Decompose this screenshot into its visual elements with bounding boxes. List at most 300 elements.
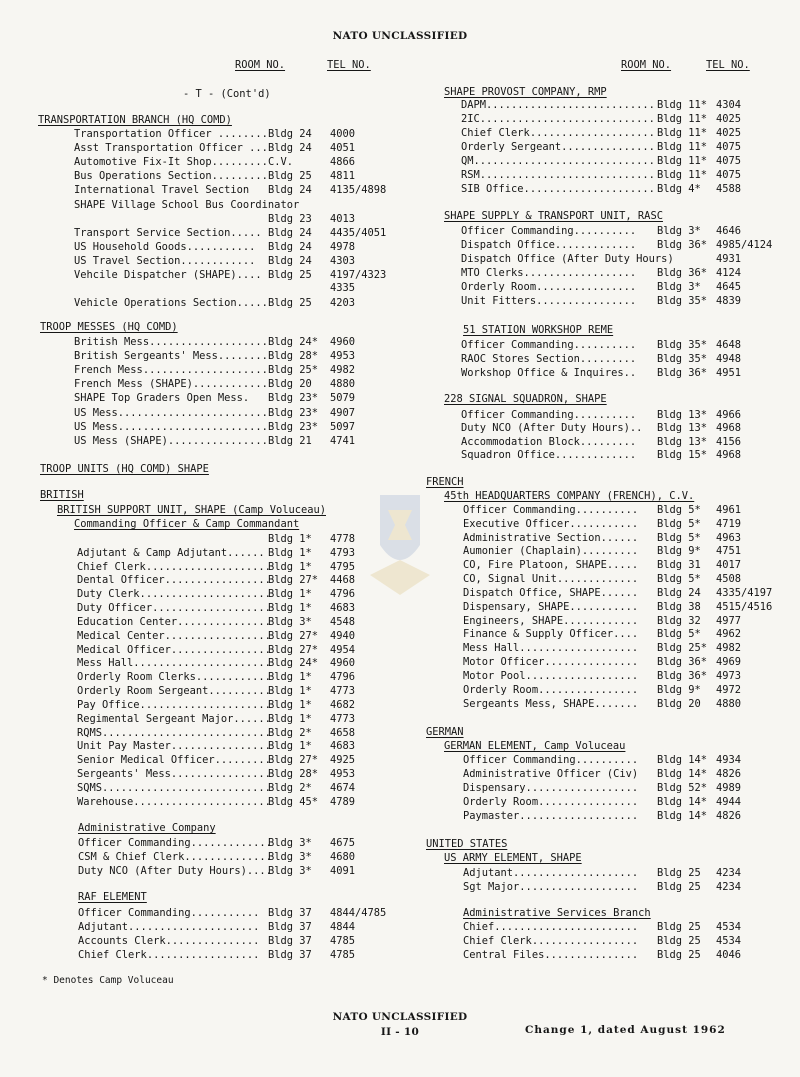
tel-number: 4963 [716, 531, 742, 544]
directory-row [74, 129, 410, 142]
directory-row [77, 631, 410, 644]
left-section-title: Administrative Company [78, 822, 216, 834]
room-number: Bldg 24* [268, 336, 319, 348]
directory-row [463, 505, 796, 518]
room-number: Bldg 31 [657, 559, 701, 572]
room-number: Bldg 24* [268, 657, 319, 670]
room-number: Bldg 21 [268, 434, 312, 447]
left-section-title: TROOP MESSES (HQ COMD) [40, 321, 178, 333]
entry-label: DAPM........................... [461, 99, 655, 111]
entry-label: Chief Clerk.................... [461, 127, 655, 140]
entry-label: British Mess................... [74, 336, 268, 348]
right-section-title: SHAPE SUPPLY & TRANSPORT UNIT, RASC [444, 210, 663, 222]
entry-label: Orderly Room Clerks............ [77, 671, 271, 684]
directory-row [461, 128, 796, 141]
room-number: Bldg 1* [268, 698, 312, 711]
room-number: Bldg 27* [268, 629, 319, 642]
tel-number: 4785 [330, 949, 356, 961]
left-section-title: BRITISH [40, 489, 84, 501]
room-number: Bldg 5* [657, 531, 701, 544]
tel-number: 4985/4124 [716, 239, 773, 251]
tel-number: 4866 [330, 156, 356, 169]
directory-row [77, 686, 410, 699]
directory-row [77, 589, 410, 602]
tel-number: 4962 [716, 628, 742, 641]
tel-number: 4978 [330, 240, 356, 253]
tel-number: 4025 [716, 127, 742, 140]
room-number: Bldg 20 [268, 378, 312, 391]
directory-row [74, 242, 410, 255]
tel-number: 4968 [716, 422, 742, 435]
directory-row [74, 269, 410, 294]
directory-row [463, 922, 796, 935]
directory-row [463, 560, 796, 573]
tel-number: 5079 [330, 392, 356, 405]
tel-number: 4335/4197 [716, 586, 773, 599]
directory-row [74, 143, 410, 156]
directory-row [78, 852, 410, 865]
tel-number: 4548 [330, 615, 356, 628]
directory-row [463, 783, 796, 796]
entry-label: SIB Office..................... [461, 183, 655, 196]
tel-number: 4203 [330, 297, 356, 310]
room-number: Bldg 13* [657, 409, 708, 421]
room-number: Bldg 3* [268, 837, 312, 849]
room-number: Bldg 25* [268, 364, 319, 377]
entry-label: International Travel Section [74, 184, 250, 197]
entry-label: Central Files............... [463, 949, 639, 961]
room-number: Bldg 20 [657, 697, 701, 710]
entry-label: Administrative Officer (Civ) [463, 768, 639, 781]
tel-number: 4944 [716, 796, 742, 809]
entry-label: Unit Fitters................ [461, 295, 637, 307]
tel-number: 4931 [716, 253, 742, 265]
entry-label: Regimental Sergeant Major...... [77, 712, 271, 725]
directory-row [77, 645, 410, 658]
directory-row [77, 548, 410, 561]
tel-number: 4977 [716, 614, 742, 627]
room-number: Bldg 3* [268, 615, 312, 628]
entry-label: Dispensary, SHAPE........... [463, 600, 639, 613]
entry-label: US Mess (SHAPE)................ [74, 434, 268, 447]
entry-label: Orderly Room Sergeant.......... [77, 685, 271, 698]
tel-number: 4961 [716, 504, 742, 516]
left-section-title: Commanding Officer & Camp Commandant [74, 518, 300, 530]
room-number: Bldg 24 [268, 184, 312, 197]
entry-label: Chief Clerk.................... [77, 560, 271, 573]
right-section-title: 45th HEADQUARTERS COMPANY (FRENCH), C.V. [444, 490, 695, 502]
left-section-title: TROOP UNITS (HQ COMD) SHAPE [40, 463, 209, 475]
directory-row [461, 240, 796, 253]
left-section-title: RAF ELEMENT [78, 891, 147, 903]
directory-row [78, 936, 410, 949]
tel-number: 4508 [716, 573, 742, 586]
directory-row [463, 811, 796, 824]
room-number: Bldg 1* [268, 560, 312, 573]
room-number: Bldg 25* [657, 642, 708, 655]
tel-number: 4880 [716, 697, 742, 710]
entry-label: Duty Clerk..................... [77, 588, 271, 601]
directory-row [77, 755, 410, 768]
tel-number: 4751 [716, 545, 742, 558]
right-section-title: GERMAN ELEMENT, Camp Voluceau [444, 740, 626, 752]
room-number: Bldg 3* [268, 851, 312, 863]
tel-number: 4658 [330, 726, 356, 739]
room-number: Bldg 35* [657, 339, 708, 351]
tel-number: 4973 [716, 669, 742, 682]
room-number: Bldg 2* [268, 726, 312, 739]
directory-row [463, 755, 796, 768]
right-section-title: SHAPE PROVOST COMPANY, RMP [444, 86, 607, 98]
tel-number: 4773 [330, 685, 356, 698]
room-number: Bldg 45* [268, 795, 319, 808]
room-number: Bldg 1* [268, 546, 312, 559]
entry-label: Senior Medical Officer......... [77, 754, 271, 767]
room-number: Bldg 11* [657, 99, 708, 111]
tel-number: 4969 [716, 656, 742, 669]
directory-row [78, 866, 410, 879]
entry-label: Orderly Sergeant............... [461, 141, 655, 154]
directory-row [74, 214, 410, 227]
directory-row [77, 700, 410, 713]
entry-label: US Household Goods........... [74, 240, 256, 253]
entry-label: Accommodation Block......... [461, 435, 637, 448]
room-number: Bldg 3* [657, 225, 701, 237]
footer-classification: NATO UNCLASSIFIED [332, 1011, 468, 1023]
entry-label: Duty NCO (After Duty Hours).... [78, 865, 272, 877]
directory-row [463, 685, 796, 698]
tel-number: 4719 [716, 517, 742, 530]
room-number: Bldg 37 [268, 921, 312, 933]
room-number: Bldg 25 [657, 949, 701, 961]
change-notice: Change 1, dated August 1962 [525, 1024, 726, 1036]
entry-label: Chief Clerk................. [463, 935, 639, 947]
room-number: Bldg 37 [268, 907, 312, 919]
tel-number: 4951 [716, 367, 742, 379]
entry-label: Dispatch Office, SHAPE...... [463, 586, 639, 599]
room-number: Bldg 24 [657, 586, 701, 599]
directory-row [461, 354, 796, 367]
room-number: Bldg 1* [268, 533, 312, 545]
tel-number-secondary: 4335 [330, 282, 356, 294]
room-number: Bldg 1* [268, 685, 312, 698]
tel-number: 4304 [716, 99, 742, 111]
tel-number: 4844/4785 [330, 907, 387, 919]
entry-label: Finance & Supply Officer.... [463, 628, 639, 641]
right-room-header: ROOM NO. [621, 59, 672, 71]
directory-row [463, 643, 796, 656]
entry-label: Motor Officer............... [463, 656, 639, 669]
tel-number: 4880 [330, 378, 356, 391]
entry-label: Chief Clerk.................. [78, 949, 260, 961]
room-number: Bldg 23* [268, 420, 319, 433]
room-number: Bldg 5* [657, 517, 701, 530]
directory-row [74, 408, 410, 421]
directory-row [78, 908, 410, 921]
room-number: Bldg 36* [657, 367, 708, 379]
room-number: Bldg 32 [657, 614, 701, 627]
entry-label: Workshop Office & Inquires.. [461, 367, 637, 379]
entry-label: Orderly Room................ [463, 683, 639, 696]
directory-row [77, 603, 410, 616]
room-number: Bldg 36* [657, 239, 708, 251]
room-number: Bldg 35* [657, 295, 708, 307]
directory-row [463, 699, 796, 712]
directory-row [74, 185, 410, 198]
tel-number: 5097 [330, 420, 356, 433]
tel-number: 4773 [330, 712, 356, 725]
entry-label: Aumonier (Chaplain)......... [463, 545, 639, 558]
room-number: Bldg 28* [268, 350, 319, 363]
room-number: Bldg 27* [268, 574, 319, 587]
room-number: C.V. [268, 156, 294, 169]
directory-row [77, 728, 410, 741]
directory-row [463, 797, 796, 810]
entry-label: Mess Hall...................... [77, 657, 271, 670]
room-number: Bldg 38 [657, 600, 701, 613]
tel-number: 4826 [716, 810, 742, 823]
entry-label: Motor Pool.................. [463, 669, 639, 682]
tel-number: 4989 [716, 782, 742, 795]
room-number: Bldg 3* [268, 865, 312, 877]
room-number: Bldg 2* [268, 781, 312, 794]
directory-row [74, 171, 410, 184]
tel-number: 4534 [716, 921, 742, 933]
directory-row [461, 184, 796, 197]
entry-label: SQMS........................... [77, 781, 271, 794]
left-section-title: TRANSPORTATION BRANCH (HQ COMD) [38, 114, 232, 126]
room-number: Bldg 14* [657, 754, 708, 766]
room-number: Bldg 25 [268, 297, 312, 310]
tel-number: 4468 [330, 574, 356, 587]
room-number: Bldg 52* [657, 782, 708, 795]
room-number: Bldg 11* [657, 127, 708, 140]
tel-number: 4680 [330, 851, 356, 863]
directory-row [74, 393, 410, 406]
tel-number: 4934 [716, 754, 742, 766]
tel-number: 4778 [330, 533, 356, 545]
directory-row [74, 436, 410, 449]
tel-number: 4197/4323 [330, 269, 387, 281]
room-number: Bldg 13* [657, 435, 708, 448]
room-number: Bldg 36* [657, 656, 708, 669]
page-header-classification: NATO UNCLASSIFIED [332, 30, 468, 42]
entry-label: Officer Commanding.......... [461, 225, 637, 237]
entry-label: Transportation Officer ........ [74, 128, 268, 140]
page-number: II - 10 [380, 1026, 420, 1038]
tel-number: 4234 [716, 867, 742, 879]
tel-number: 4811 [330, 170, 356, 183]
directory-row [77, 797, 410, 810]
directory-row [74, 365, 410, 378]
directory-row [461, 170, 796, 183]
entry-label: Medical Center................. [77, 629, 271, 642]
directory-row [74, 379, 410, 392]
directory-row [77, 714, 410, 727]
tel-number: 4960 [330, 657, 356, 670]
entry-label: Dispatch Office............. [461, 239, 637, 251]
tel-number: 4515/4516 [716, 600, 773, 613]
entry-label: CO, Fire Platoon, SHAPE..... [463, 559, 639, 572]
tel-number: 4534 [716, 935, 742, 947]
right-section-title: UNITED STATES [426, 838, 508, 850]
left-tel-header: TEL NO. [327, 59, 371, 71]
room-number: Bldg 4* [657, 183, 701, 196]
entry-label: Dental Officer................. [77, 574, 271, 587]
entry-label: RQMS........................... [77, 726, 271, 739]
tel-number: 4839 [716, 295, 742, 307]
room-number: Bldg 3* [657, 281, 701, 293]
directory-row [77, 658, 410, 671]
tel-number: 4982 [716, 642, 742, 655]
directory-row [461, 142, 796, 155]
directory-row [77, 741, 410, 754]
directory-row [77, 575, 410, 588]
entry-label: Education Center............... [77, 615, 271, 628]
directory-row [74, 200, 410, 213]
tel-number: 4968 [716, 449, 742, 462]
tel-number: 4051 [330, 142, 356, 155]
tel-number: 4982 [330, 364, 356, 377]
tel-number: 4435/4051 [330, 226, 387, 239]
room-number: Bldg 14* [657, 768, 708, 781]
directory-row [74, 256, 410, 269]
directory-row [463, 882, 796, 895]
directory-row [463, 868, 796, 881]
room-number: Bldg 15* [657, 449, 708, 462]
entry-label: RSM............................ [461, 169, 655, 182]
entry-label: SHAPE Village School Bus Coordinator [74, 198, 300, 211]
entry-label: 2IC............................ [461, 113, 655, 126]
entry-label: Orderly Room................ [463, 796, 639, 809]
room-number: Bldg 11* [657, 169, 708, 182]
tel-number: 4907 [330, 406, 356, 419]
tel-number: 4948 [716, 353, 742, 365]
entry-label: Sgt Major................... [463, 881, 639, 893]
directory-row [461, 423, 796, 436]
directory-row [461, 254, 796, 267]
entry-label: Administrative Section...... [463, 531, 639, 544]
room-number: Bldg 24 [268, 254, 312, 267]
directory-row [461, 282, 796, 295]
directory-row [461, 450, 796, 463]
room-number: Bldg 24 [268, 240, 312, 253]
room-number: Bldg 27* [268, 754, 319, 767]
entry-label: Officer Commanding............. [78, 837, 272, 849]
directory-row [78, 838, 410, 851]
entry-label: CO, Signal Unit............. [463, 573, 639, 586]
tel-number: 4000 [330, 128, 356, 140]
tel-number: 4954 [330, 643, 356, 656]
room-number: Bldg 23 [268, 212, 312, 225]
tel-number: 4683 [330, 602, 356, 615]
entry-label: Adjutant.................... [463, 867, 639, 879]
entry-label: Officer Commanding.......... [463, 504, 639, 516]
entry-label: MTO Clerks.................. [461, 267, 637, 279]
tel-number: 4675 [330, 837, 356, 849]
directory-row [463, 629, 796, 642]
tel-number: 4135/4898 [330, 184, 387, 197]
entry-label: Dispatch Office (After Duty Hours) [461, 253, 674, 265]
tel-number: 4075 [716, 141, 742, 154]
directory-row [78, 922, 410, 935]
directory-row [74, 298, 410, 311]
directory-row [463, 657, 796, 670]
tel-number: 4046 [716, 949, 742, 961]
directory-row [463, 936, 796, 949]
tel-number: 4646 [716, 225, 742, 237]
room-number: Bldg 5* [657, 504, 701, 516]
directory-row [461, 296, 796, 309]
left-room-header: ROOM NO. [235, 59, 286, 71]
directory-row [77, 769, 410, 782]
room-number: Bldg 1* [268, 671, 312, 684]
entry-label: Squadron Office............. [461, 449, 637, 462]
directory-row [461, 156, 796, 169]
tel-number: 4674 [330, 781, 356, 794]
directory-row [461, 114, 796, 127]
room-number: Bldg 28* [268, 768, 319, 781]
entry-label: Unit Pay Master................ [77, 740, 271, 753]
room-number: Bldg 1* [268, 602, 312, 615]
entry-label: Chief....................... [463, 921, 639, 933]
tel-number: 4796 [330, 671, 356, 684]
entry-label: Officer Commanding........... [78, 907, 260, 919]
entry-label: Officer Commanding.......... [461, 339, 637, 351]
directory-row [463, 950, 796, 963]
room-number: Bldg 11* [657, 155, 708, 168]
room-number: Bldg 25 [268, 170, 312, 183]
tel-number: 4826 [716, 768, 742, 781]
tel-number: 4075 [716, 155, 742, 168]
tel-number: 4683 [330, 740, 356, 753]
room-number: Bldg 1* [268, 740, 312, 753]
entry-label: QM............................. [461, 155, 655, 168]
entry-label: Accounts Clerk............... [78, 935, 260, 947]
tel-number: 4645 [716, 281, 742, 293]
directory-row [77, 534, 410, 547]
entry-label: Sergeants' Mess................ [77, 768, 271, 781]
directory-row [74, 228, 410, 241]
room-number: Bldg 1* [268, 712, 312, 725]
entry-label: Transport Service Section..... [74, 226, 262, 239]
tel-number: 4796 [330, 588, 356, 601]
directory-row [77, 672, 410, 685]
entry-label: Warehouse...................... [77, 795, 271, 808]
entry-label: Sergeants Mess, SHAPE....... [463, 697, 639, 710]
room-number: Bldg 5* [657, 573, 701, 586]
room-number: Bldg 9* [657, 683, 701, 696]
tel-number: 4075 [716, 169, 742, 182]
entry-label: RAOC Stores Section......... [461, 353, 637, 365]
entry-label: Vehicle Operations Section..... [74, 297, 268, 310]
directory-row [461, 268, 796, 281]
entry-label: Duty Officer................... [77, 602, 271, 615]
entry-label: Mess Hall................... [463, 642, 639, 655]
tel-number: 4925 [330, 754, 356, 767]
left-section-title: BRITISH SUPPORT UNIT, SHAPE (Camp Voluceau) [57, 504, 326, 516]
directory-row [463, 574, 796, 587]
entry-label: SHAPE Top Graders Open Mess. [74, 392, 250, 405]
entry-label: Pay Office..................... [77, 698, 271, 711]
tel-number: 4966 [716, 409, 742, 421]
room-number: Bldg 14* [657, 810, 708, 823]
entry-label: Dispensary.................. [463, 782, 639, 795]
room-number: Bldg 25 [657, 881, 701, 893]
directory-row [74, 337, 410, 350]
room-number: Bldg 24 [268, 128, 312, 140]
tel-number: 4303 [330, 254, 356, 267]
